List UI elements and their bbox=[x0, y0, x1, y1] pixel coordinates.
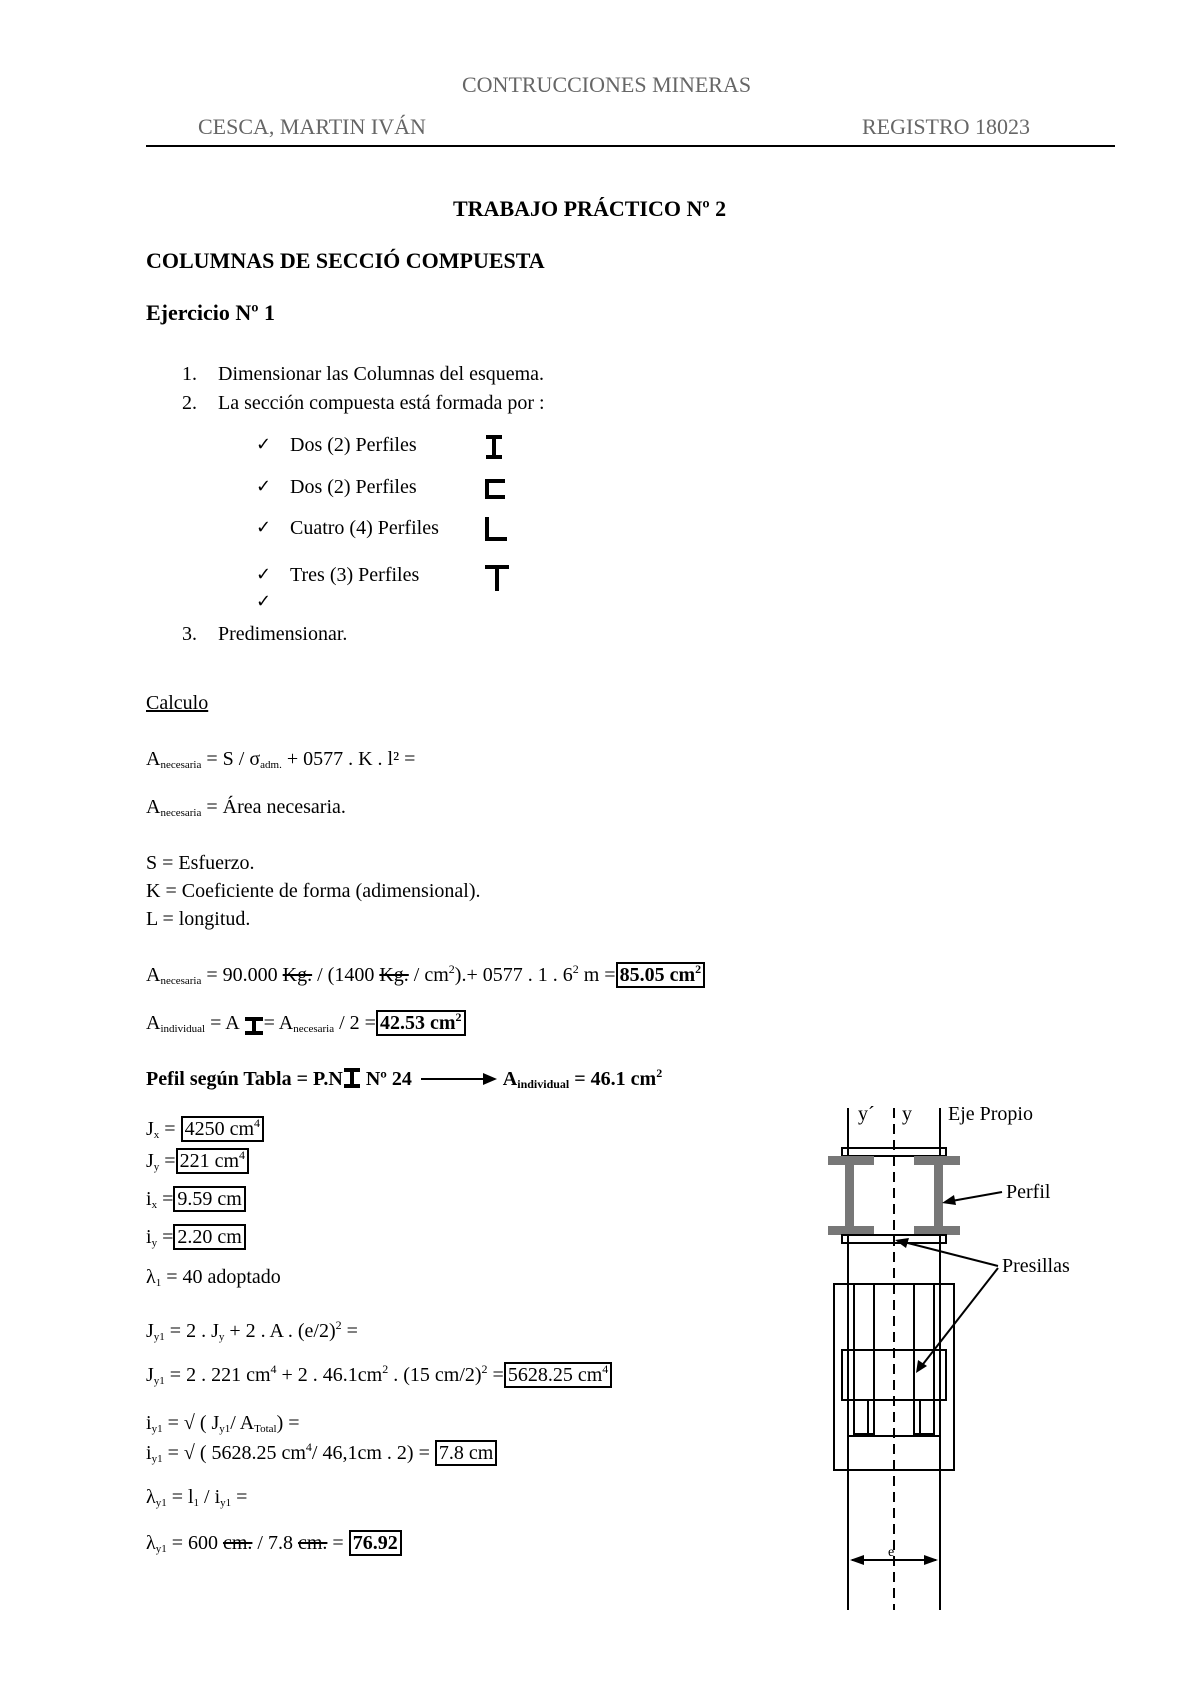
check-icon: ✓ bbox=[256, 434, 272, 455]
formula-area-numeric: $A_{necesaria} = 90.000$ Kg. / (1400 Kg. / $cm^2).+ 0577$ . 1 . $6^2$ m = 85.05 $cm^2$ bbox=[146, 964, 705, 987]
column-diagram bbox=[780, 1090, 1120, 1620]
angle-icon bbox=[484, 516, 508, 542]
list-item-text: Predimensionar. bbox=[218, 623, 348, 645]
profile-label: Perfil bbox=[1006, 1181, 1051, 1203]
profile-selection: Pefil según Tabla = P.N Nº 24 Aindividual = 46.1 $cm^2$ bbox=[146, 1066, 663, 1091]
i-beam-icon bbox=[343, 1068, 361, 1088]
definition-s: S = Esfuerzo. bbox=[146, 852, 255, 874]
section-title: COLUMNAS DE SECCIÓ COMPUESTA bbox=[146, 248, 545, 273]
jy-value: $J_y = 221$ $cm^4$ bbox=[146, 1150, 249, 1173]
lambda1-value: $\lambda_1 = 40$ adoptado bbox=[146, 1266, 281, 1289]
calc-heading: Calculo bbox=[146, 692, 209, 714]
profile-text: Cuatro (4) Perfiles bbox=[290, 517, 439, 539]
course-name: CONTRUCCIONES MINERAS bbox=[462, 72, 752, 97]
lambda-y1-formula: $\lambda_{y1} = l_1 / i_{y1}$ = bbox=[146, 1486, 248, 1509]
definition-k: K = Coeficiente de forma (adimensional). bbox=[146, 880, 481, 902]
iy1-numeric: $i_{y1}$ = √ ( 5628.25 $cm^4/$ 46,1cm . 2) = 7.8 cm bbox=[146, 1442, 497, 1465]
definition-l: L = longitud. bbox=[146, 908, 251, 930]
profile-text: Dos (2) Perfiles bbox=[290, 476, 417, 498]
definition-area: $A_{necesaria}$ = Área necesaria. bbox=[146, 796, 346, 819]
check-icon: ✓ bbox=[256, 591, 272, 612]
header-rule bbox=[146, 145, 1115, 147]
list-item-text: Dimensionar las Columnas del esquema. bbox=[218, 363, 545, 385]
lambda-y1-numeric: $\lambda_{y1} = 600$ cm. / 7.8 cm. = 76.92 bbox=[146, 1532, 402, 1555]
exercise-title: Ejercicio Nº 1 bbox=[146, 300, 276, 325]
channel-icon bbox=[484, 478, 506, 500]
check-icon: ✓ bbox=[256, 476, 272, 497]
check-icon: ✓ bbox=[256, 517, 272, 538]
batten-label: Presillas bbox=[1002, 1255, 1070, 1277]
page-title: TRABAJO PRÁCTICO Nº 2 bbox=[453, 196, 727, 221]
e-dimension-label: e bbox=[888, 1545, 895, 1560]
list-item-text: La sección compuesta está formada por : bbox=[218, 392, 545, 414]
profile-text: Dos (2) Perfiles bbox=[290, 434, 417, 456]
ix-value: $i_x = 9.59$ cm bbox=[146, 1188, 246, 1211]
axis-label: Eje Propio bbox=[948, 1103, 1033, 1125]
i-beam-icon bbox=[484, 434, 504, 460]
registry-number: REGISTRO 18023 bbox=[862, 114, 1031, 139]
i-beam-icon bbox=[244, 1017, 264, 1035]
jx-value: $J_x = 4250$ $cm^4$ bbox=[146, 1118, 264, 1141]
formula-area: $A_{necesaria} = S / \sigma_{adm.} + 0577$ . K . l² = bbox=[146, 748, 416, 771]
jy1-numeric: $J_{y1} = 2$ . 221 $cm^4 + 2$ . $46.1cm^2$ . (15 cm/2)$^2$ = 5628.25 $cm^4$ bbox=[146, 1364, 612, 1387]
iy-value: $i_y = 2.20$ cm bbox=[146, 1226, 246, 1249]
y-label: y bbox=[902, 1103, 912, 1125]
profile-text: Tres (3) Perfiles bbox=[290, 564, 420, 586]
iy1-formula: $i_{y1}$ = √ ( $J_{y1}/$ $A_{Total}$) = bbox=[146, 1412, 300, 1435]
author-name: CESCA, MARTIN IVÁN bbox=[198, 114, 426, 139]
formula-area-individual: $A_{individual} = A = A_{necesaria} / 2 = 42.53$ $cm^2$ bbox=[146, 1012, 466, 1035]
tee-icon bbox=[484, 564, 510, 592]
list-item: 1. bbox=[182, 363, 197, 385]
check-icon: ✓ bbox=[256, 564, 272, 585]
list-item: 3. bbox=[182, 623, 197, 645]
arrow-right-icon bbox=[417, 1071, 499, 1087]
list-item: 2. bbox=[182, 392, 197, 414]
y-prime-label: y´ bbox=[858, 1103, 875, 1125]
jy1-formula: $J_{y1} = 2$ . $J_y + 2$ . A . $(e/2)^2$ = bbox=[146, 1318, 358, 1343]
